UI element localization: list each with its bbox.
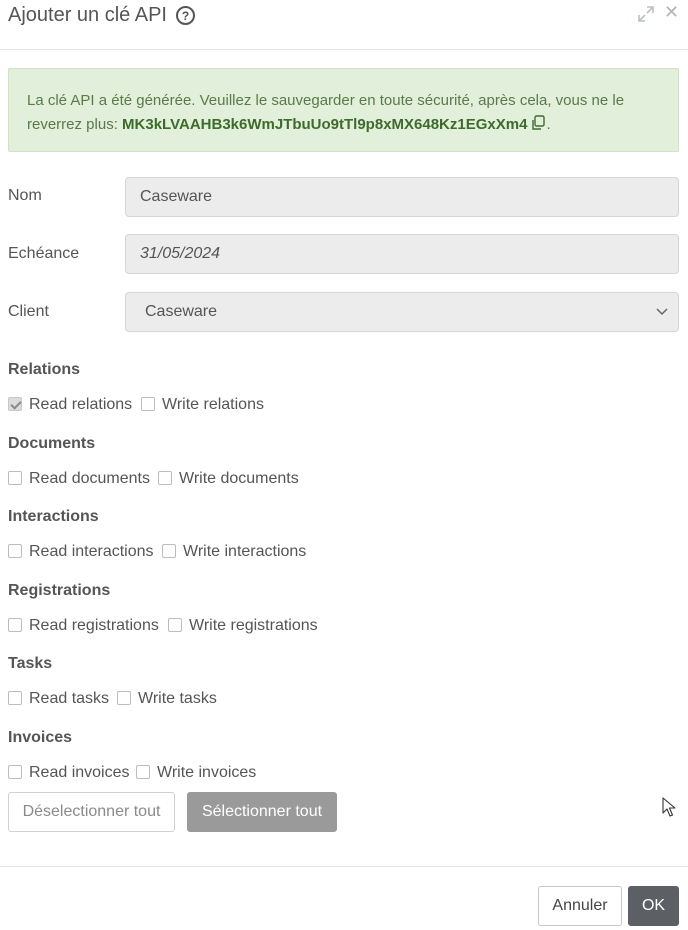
expand-icon[interactable] (637, 5, 655, 23)
group-invoices-heading: Invoices (8, 729, 73, 746)
chevron-down-icon (656, 308, 668, 316)
select-all-button[interactable]: Sélectionner tout (187, 792, 337, 832)
client-label: Client (8, 303, 49, 320)
due-date-input[interactable]: 31/05/2024 (125, 234, 679, 274)
group-tasks-heading: Tasks (8, 655, 53, 672)
client-select-value: Caseware (145, 303, 218, 320)
read-documents-checkbox[interactable] (8, 471, 22, 485)
ok-button[interactable]: OK (628, 886, 679, 926)
read-documents-label[interactable]: Read documents (29, 470, 150, 487)
api-key-alert (8, 68, 679, 152)
read-registrations-checkbox[interactable] (8, 618, 22, 632)
write-relations-label[interactable]: Write relations (162, 396, 264, 413)
modal-header (0, 0, 688, 50)
write-tasks-checkbox[interactable] (117, 691, 131, 705)
write-relations-checkbox[interactable] (141, 397, 155, 411)
read-tasks-label[interactable]: Read tasks (29, 690, 110, 707)
write-registrations-label[interactable]: Write registrations (189, 617, 318, 634)
group-interactions-heading: Interactions (8, 508, 99, 525)
read-registrations-label[interactable]: Read registrations (29, 617, 159, 634)
api-key-value[interactable]: MK3kLVAAHB3k6WmJTbuUo9tTl9p8xMX648Kz1EGxXm4 (122, 116, 528, 133)
write-documents-checkbox[interactable] (158, 471, 172, 485)
deselect-all-button[interactable]: Déselectionner tout (8, 792, 175, 832)
due-date-label: Echéance (8, 245, 80, 262)
read-invoices-checkbox[interactable] (8, 765, 22, 779)
write-invoices-checkbox[interactable] (136, 765, 150, 779)
write-registrations-checkbox[interactable] (168, 618, 182, 632)
group-registrations-heading: Registrations (8, 582, 111, 599)
write-interactions-label[interactable]: Write interactions (183, 543, 307, 560)
close-icon[interactable]: ✕ (664, 2, 680, 22)
alert-message: La clé API a été générée. Veuillez le sauvegarder en toute sécurité, après cela, vous ne le reverrez plus: (27, 92, 625, 133)
group-relations-heading: Relations (8, 361, 81, 378)
copy-icon[interactable] (530, 115, 546, 131)
read-interactions-label[interactable]: Read interactions (29, 543, 154, 560)
name-input[interactable]: Caseware (125, 177, 679, 217)
read-relations-checkbox[interactable] (8, 397, 22, 411)
client-select[interactable] (125, 292, 679, 332)
read-relations-label[interactable]: Read relations (29, 396, 133, 413)
name-label: Nom (8, 187, 42, 204)
footer-divider (0, 866, 688, 867)
read-invoices-label[interactable]: Read invoices (29, 764, 130, 781)
read-tasks-checkbox[interactable] (8, 691, 22, 705)
write-invoices-label[interactable]: Write invoices (157, 764, 257, 781)
mouse-cursor-icon (662, 797, 676, 817)
modal-title: Ajouter un clé API (8, 4, 167, 26)
write-documents-label[interactable]: Write documents (179, 470, 299, 487)
read-interactions-checkbox[interactable] (8, 544, 22, 558)
help-icon[interactable]: ? (176, 6, 195, 25)
write-interactions-checkbox[interactable] (162, 544, 176, 558)
cancel-button[interactable]: Annuler (538, 886, 622, 926)
write-tasks-label[interactable]: Write tasks (138, 690, 217, 707)
alert-suffix: . (546, 116, 551, 133)
group-documents-heading: Documents (8, 435, 96, 452)
